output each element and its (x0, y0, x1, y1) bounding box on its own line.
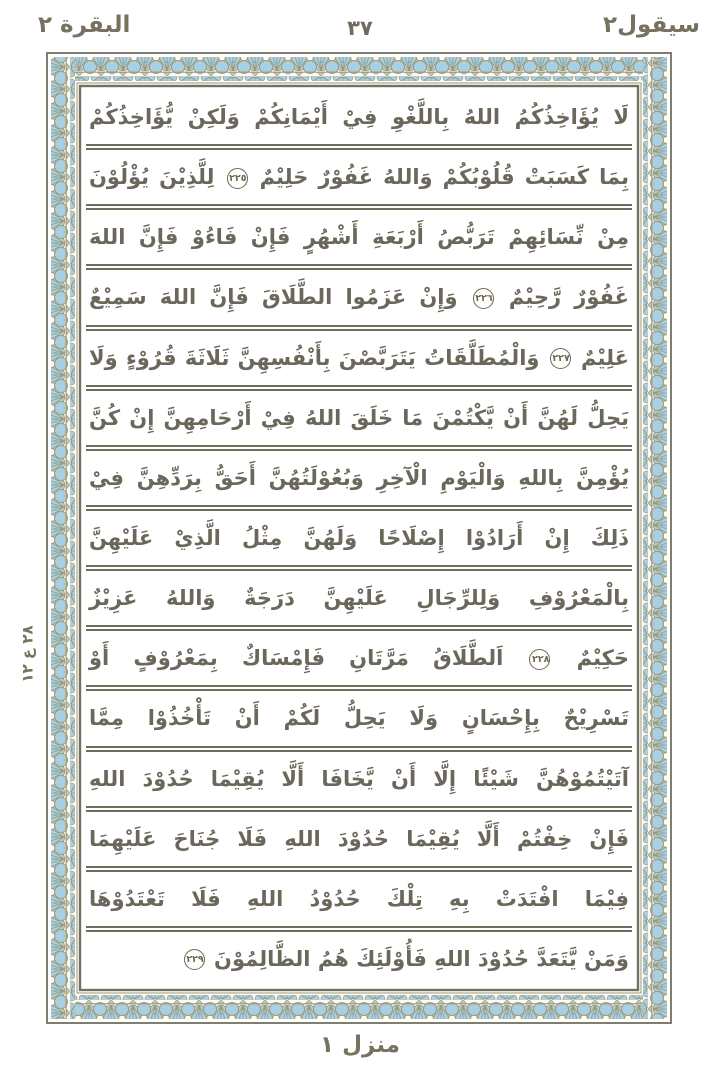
ruku-margin-note-text: ٢٨ ع ١٢ (19, 625, 38, 683)
mushaf-line (86, 571, 632, 631)
quran-text-segment: فِيْمَا افْتَدَتْ بِهِ تِلْكَ حُدُوْدُ اللهِ فَلَا تَعْتَدُوْهَا (89, 886, 629, 911)
page-number: ٣٧ (347, 16, 373, 40)
quran-text-segment: يَحِلُّ لَهُنَّ أَنْ يَّكْتُمْنَ مَا خَلَقَ اللهُ فِيْ أَرْحَامِهِنَّ إِنْ كُنَّ (89, 405, 629, 430)
ruku-margin-note (0, 622, 60, 686)
ayah-end-marker: ٢٢٧ (550, 348, 571, 369)
mushaf-line (86, 210, 632, 270)
juz-name-label: سيقول٢ (603, 12, 700, 38)
surah-name-label: البقرة ٢ (38, 12, 131, 38)
mushaf-line (86, 872, 632, 932)
quran-text-segment: ذَلِكَ إِنْ أَرَادُوْا إِصْلَاحًا وَلَهُنَّ مِثْلُ الَّذِيْ عَلَيْهِنَّ (89, 525, 629, 550)
manzil-footer-label: منزل ١ (320, 1032, 400, 1058)
mushaf-text-area (86, 90, 632, 986)
ayah-end-marker: ٢٢٨ (529, 649, 550, 670)
quran-text-segment: بِمَا كَسَبَتْ قُلُوْبُكُمْ وَاللهُ غَفُوْرٌ حَلِيْمٌ (259, 165, 630, 190)
mushaf-line (86, 511, 632, 571)
quran-text-segment: حَكِيْمٌ (576, 646, 630, 671)
mushaf-line (86, 150, 632, 210)
ayah-end-marker: ٢٢٦ (473, 288, 494, 309)
mushaf-line (86, 331, 632, 391)
quran-text-segment: اَلطَّلَاقُ مَرَّتَانِ فَإِمْسَاكٌ بِمَعْرُوْفٍ أَوْ (89, 646, 504, 671)
quran-text-segment: مِنْ نِّسَائِهِمْ تَرَبُّصُ أَرْبَعَةِ أَشْهُرٍ فَإِنْ فَاءُوْ فَإِنَّ اللهَ (89, 225, 629, 250)
mushaf-line (86, 270, 632, 330)
quran-text-segment: وَالْمُطَلَّقَاتُ يَتَرَبَّصْنَ بِأَنْفُسِهِنَّ ثَلَاثَةَ قُرُوْءٍ وَلَا (89, 345, 540, 370)
ayah-end-marker: ٢٢٩ (184, 949, 205, 970)
quran-text-segment: فَإِنْ خِفْتُمْ أَلَّا يُقِيْمَا حُدُوْدَ اللهِ فَلَا جُنَاحَ عَلَيْهِمَا (89, 826, 629, 851)
mushaf-line (86, 691, 632, 751)
mushaf-line (86, 752, 632, 812)
mushaf-line (86, 932, 632, 986)
quran-text-segment: غَفُوْرٌ رَّحِيْمٌ (508, 285, 630, 310)
quran-text-segment: تَسْرِيْحٌ بِإِحْسَانٍ وَلَا يَحِلُّ لَكُمْ أَنْ تَأْخُذُوْا مِمَّا (89, 706, 629, 731)
quran-text-segment: بِالْمَعْرُوْفِ وَلِلرِّجَالِ عَلَيْهِنَّ دَرَجَةٌ وَاللهُ عَزِيْزٌ (89, 586, 629, 611)
quran-text-segment: آتَيْتُمُوْهُنَّ شَيْئًا إِلَّا أَنْ يَّخَافَا أَلَّا يُقِيْمَا حُدُوْدَ اللهِ (89, 766, 629, 791)
ayah-end-marker: ٢٢٥ (227, 168, 248, 189)
quran-text-segment: لَا يُؤَاخِذُكُمُ اللهُ بِاللَّغْوِ فِيْ أَيْمَانِكُمْ وَلَكِنْ يُّؤَاخِذُكُمْ (89, 105, 629, 129)
mushaf-line (86, 812, 632, 872)
quran-text-segment: وَمَنْ يَّتَعَدَّ حُدُوْدَ اللهِ فَأُوْلَئِكَ هُمُ الظَّالِمُوْنَ (214, 946, 629, 971)
quran-text-segment: وَإِنْ عَزَمُوا الطَّلَاقَ فَإِنَّ اللهَ سَمِيْعٌ (89, 285, 458, 310)
mushaf-line (86, 451, 632, 511)
quran-text-segment: لِلَّذِيْنَ يُؤْلُوْنَ (89, 165, 215, 190)
quran-text-segment: يُؤْمِنَّ بِاللهِ وَالْيَوْمِ الْآخِرِ وَبُعُوْلَتُهُنَّ أَحَقُّ بِرَدِّهِنَّ فِيْ (89, 465, 629, 490)
mushaf-line (86, 631, 632, 691)
mushaf-line (86, 391, 632, 451)
mushaf-line (86, 90, 632, 150)
quran-text-segment: عَلِيْمٌ (581, 345, 630, 370)
